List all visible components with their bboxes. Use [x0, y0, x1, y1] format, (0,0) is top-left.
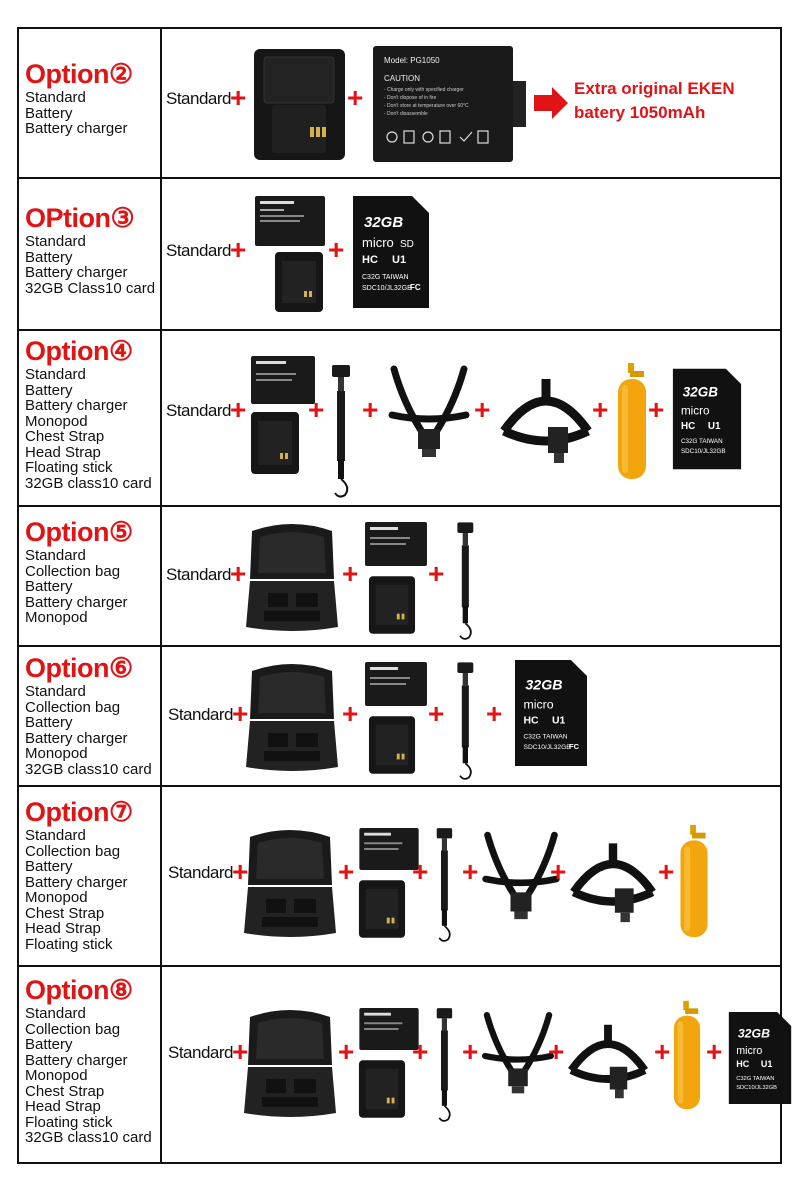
option-description-8 — [19, 967, 162, 1162]
battery-warning-text: - Charge only with specified charger — [384, 87, 464, 93]
standard-label: Standard — [166, 565, 231, 584]
extra-battery-line: Extra original EKEN — [574, 79, 735, 98]
battery-charger-image — [358, 879, 406, 939]
plus-icon: + — [412, 1036, 429, 1067]
option-row-6 — [17, 647, 782, 787]
option-item: 32GB class10 card — [25, 474, 152, 492]
head-strap-image — [568, 831, 658, 927]
plus-icon: + — [328, 234, 345, 265]
floating-stick-image — [614, 361, 650, 481]
chest-strap-image — [384, 365, 474, 465]
floating-stick-image — [670, 999, 704, 1111]
battery-charger-image — [368, 715, 416, 775]
option-item: Collection bag — [25, 562, 121, 580]
sd-capacity: 32GB — [364, 214, 404, 231]
option-item: Battery — [25, 578, 73, 595]
option-item: Battery — [25, 248, 73, 266]
plus-icon: + — [338, 856, 355, 887]
sd-uhs: U1 — [551, 715, 566, 727]
option-item: Floating stick — [25, 935, 113, 953]
option-item: Standard — [25, 547, 86, 564]
sd-hc: HC — [736, 1059, 750, 1070]
standard-label: Standard — [166, 241, 231, 260]
standard-label: Standard — [168, 1043, 233, 1062]
monopod-image — [326, 359, 362, 499]
sd-uhs: U1 — [707, 420, 721, 432]
option-item: Monopod — [25, 745, 88, 762]
standard-label: Standard — [168, 705, 233, 724]
option-item: Standard — [25, 366, 86, 383]
option-item: Battery — [25, 381, 73, 399]
plus-icon: + — [462, 1036, 479, 1067]
option-item: Standard — [25, 683, 86, 700]
plus-icon: + — [486, 698, 503, 729]
option-row-8 — [17, 967, 782, 1164]
sd-hc: HC — [362, 254, 378, 266]
option-products-3 — [162, 179, 780, 329]
plus-icon: + — [338, 1036, 355, 1067]
option-item: Battery — [25, 714, 73, 731]
option-item: Monopod — [25, 889, 88, 906]
option-products-4 — [162, 331, 780, 505]
plus-icon: + — [592, 394, 609, 425]
sd-line: SDC10/JL32GB — [680, 448, 726, 456]
sd-capacity: 32GB — [737, 1026, 770, 1041]
battery-model-text: Model: PG1050 — [384, 56, 440, 65]
option-item: Battery charger — [25, 264, 128, 281]
sd-card-image — [672, 367, 742, 471]
battery-image — [364, 521, 428, 567]
option-item: Monopod — [25, 609, 88, 626]
option-item: Head Strap — [25, 443, 101, 461]
plus-icon: + — [232, 856, 249, 887]
battery-caution-text: CAUTION — [384, 74, 420, 83]
option-products-7 — [162, 787, 780, 965]
plus-icon: + — [474, 394, 491, 425]
option-item: 32GB Class10 card — [25, 279, 156, 297]
option-row-3 — [17, 179, 782, 331]
battery-image — [372, 45, 527, 163]
option-row-5 — [17, 507, 782, 647]
plus-icon: + — [428, 558, 445, 589]
option-products-2 — [162, 29, 780, 177]
sd-brand: micro — [680, 404, 710, 418]
option-item: Monopod — [25, 1067, 88, 1084]
chest-strap-image — [478, 1011, 558, 1101]
sd-line: SDC10/JL32GB — [736, 1085, 778, 1092]
collection-bag-image — [242, 825, 338, 941]
sd-capacity: 32GB — [525, 677, 563, 694]
battery-image — [254, 195, 326, 247]
plus-icon: + — [648, 394, 665, 425]
plus-icon: + — [362, 394, 379, 425]
battery-charger-image — [368, 575, 416, 635]
option-row-2 — [17, 27, 782, 179]
option-item: Floating stick — [25, 1113, 113, 1131]
plus-icon: + — [347, 82, 364, 113]
sd-fc: FC — [569, 742, 580, 751]
option-item: Head Strap — [25, 1098, 101, 1115]
battery-charger-image — [252, 47, 347, 162]
option-item: Floating stick — [25, 459, 113, 476]
option-item: Standard — [25, 827, 86, 844]
option-item: Monopod — [25, 412, 88, 430]
option-description-6 — [19, 647, 162, 785]
option-item: Battery — [25, 858, 73, 875]
sd-line: SDC10/JL32GB — [523, 744, 571, 751]
plus-icon: + — [342, 558, 359, 589]
monopod-image — [430, 1003, 464, 1123]
plus-icon: + — [232, 1036, 249, 1067]
extra-battery-line: batery 1050mAh — [574, 103, 706, 122]
option-title: OPtion③ — [25, 203, 135, 233]
option-products-5 — [162, 507, 780, 645]
plus-icon: + — [462, 856, 479, 887]
battery-warning-text: - Don't store at temperature over 60°C — [384, 103, 469, 109]
option-title: Option⑦ — [25, 797, 133, 827]
collection-bag-image — [242, 1005, 338, 1121]
sd-brand: micro — [362, 235, 394, 250]
sd-card-image — [728, 1011, 792, 1105]
collection-bag-image — [244, 519, 340, 635]
plus-icon: + — [230, 558, 247, 589]
sd-brand: micro — [523, 697, 554, 712]
battery-warning-text: - Don't disassemble — [384, 111, 428, 117]
standard-label: Standard — [168, 863, 233, 882]
floating-stick-image — [676, 823, 712, 939]
standard-label: Standard — [166, 89, 231, 108]
plus-icon: + — [230, 394, 247, 425]
collection-bag-image — [244, 659, 340, 775]
head-strap-image — [566, 1013, 650, 1103]
sd-capacity: 32GB — [682, 384, 718, 400]
head-strap-image — [498, 367, 594, 467]
option-item: Collection bag — [25, 842, 121, 860]
option-item: Battery charger — [25, 593, 128, 611]
option-description-4 — [19, 331, 162, 505]
option-products-6 — [162, 647, 780, 785]
option-title: Option⑤ — [25, 517, 133, 547]
option-title: Option④ — [25, 336, 133, 366]
battery-charger-image — [358, 1059, 406, 1119]
option-item: Chest Strap — [25, 1082, 105, 1100]
sd-line: C32G TAIWAN — [362, 274, 409, 281]
sd-uhs: U1 — [760, 1059, 773, 1070]
plus-icon: + — [550, 856, 567, 887]
battery-warning-text: - Don't dispose of in fire — [384, 95, 437, 101]
option-row-7 — [17, 787, 782, 967]
option-products-8 — [162, 967, 780, 1162]
sd-hc: HC — [680, 420, 696, 432]
sd-uhs: U1 — [392, 254, 407, 266]
sd-line: C32G TAIWAN — [680, 438, 723, 446]
plus-icon: + — [230, 82, 247, 113]
sd-sd: SD — [400, 239, 414, 250]
extra-battery-note — [574, 77, 735, 125]
sd-line: SDC10/JL32GB — [362, 285, 412, 292]
option-item: Battery charger — [25, 1051, 128, 1069]
sd-card-image — [352, 195, 430, 309]
option-item: Battery charger — [25, 120, 128, 137]
option-title: Option⑧ — [25, 975, 133, 1005]
sd-fc: FC — [410, 283, 421, 292]
plus-icon: + — [342, 698, 359, 729]
option-item: Standard — [25, 89, 86, 106]
plus-icon: + — [308, 394, 325, 425]
option-item: Battery — [25, 104, 73, 122]
plus-icon: + — [658, 856, 675, 887]
option-item: Standard — [25, 233, 86, 250]
monopod-image — [450, 657, 486, 781]
option-item: Collection bag — [25, 1020, 121, 1038]
battery-image — [250, 355, 316, 405]
arrow-right-icon — [534, 85, 570, 121]
plus-icon: + — [232, 698, 249, 729]
option-description-7 — [19, 787, 162, 965]
plus-icon: + — [548, 1036, 565, 1067]
option-item: 32GB class10 card — [25, 760, 152, 778]
option-title: Option② — [25, 59, 133, 89]
sd-hc: HC — [523, 715, 539, 727]
battery-image — [358, 827, 420, 871]
monopod-image — [450, 517, 486, 641]
battery-charger-image — [274, 251, 324, 313]
option-item: Head Strap — [25, 920, 101, 937]
monopod-image — [430, 823, 464, 943]
option-item: Battery charger — [25, 397, 128, 414]
option-description-3 — [19, 179, 162, 329]
option-item: Standard — [25, 1005, 86, 1022]
option-description-2 — [19, 29, 162, 177]
option-item: Collection bag — [25, 698, 121, 716]
option-item: 32GB class10 card — [25, 1129, 152, 1146]
option-title: Option⑥ — [25, 653, 133, 683]
sd-line: C32G TAIWAN — [736, 1076, 775, 1083]
battery-charger-image — [250, 411, 300, 475]
standard-label: Standard — [166, 401, 231, 420]
sd-card-image — [514, 659, 588, 767]
option-item: Chest Strap — [25, 428, 105, 445]
plus-icon: + — [412, 856, 429, 887]
plus-icon: + — [654, 1036, 671, 1067]
option-item: Battery — [25, 1036, 73, 1053]
option-item: Chest Strap — [25, 904, 105, 922]
option-item: Battery charger — [25, 873, 128, 891]
battery-image — [358, 1007, 420, 1051]
plus-icon: + — [428, 698, 445, 729]
plus-icon: + — [230, 234, 247, 265]
option-item: Battery charger — [25, 729, 128, 747]
battery-image — [364, 661, 428, 707]
sd-line: C32G TAIWAN — [523, 733, 568, 741]
option-row-4 — [17, 331, 782, 507]
sd-brand: micro — [736, 1044, 763, 1057]
option-description-5 — [19, 507, 162, 645]
plus-icon: + — [706, 1036, 723, 1067]
